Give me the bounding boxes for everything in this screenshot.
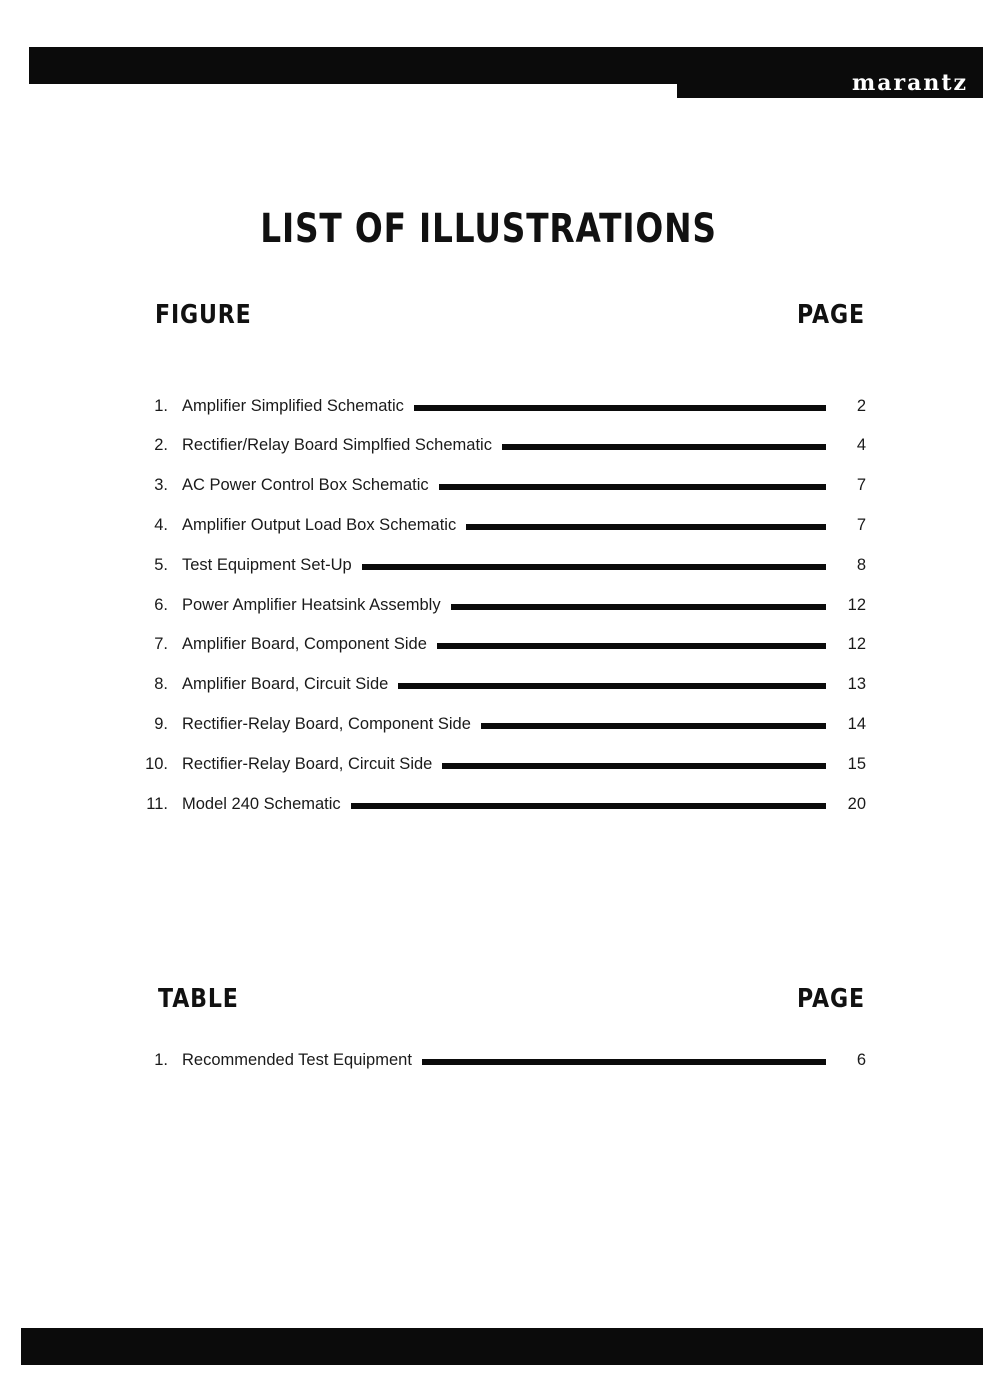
item-number: 2. — [154, 436, 168, 455]
item-title: AC Power Control Box Schematic — [182, 476, 429, 495]
item-page-number: 13 — [847, 675, 866, 694]
item-page-number: 15 — [847, 754, 866, 773]
list-item — [140, 474, 866, 498]
item-page-number: 12 — [847, 635, 866, 654]
item-number: 4. — [154, 515, 168, 534]
item-number: 9. — [154, 714, 168, 733]
item-number: 1. — [154, 1050, 168, 1069]
item-number: 11. — [146, 794, 168, 813]
item-title: Amplifier Board, Circuit Side — [182, 675, 389, 694]
item-title: Test Equipment Set-Up — [182, 555, 352, 574]
item-number: 10. — [145, 754, 168, 773]
table-page-column-heading: PAGE — [797, 984, 865, 1014]
leader-line — [437, 643, 826, 649]
item-page-number: 14 — [847, 714, 866, 733]
leader-line — [466, 524, 826, 530]
item-title: Recommended Test Equipment — [182, 1050, 412, 1069]
list-item — [140, 752, 866, 776]
item-page-number: 2 — [856, 396, 866, 415]
item-title: Rectifier/Relay Board Simplfied Schematic — [182, 436, 492, 455]
figure-column-heading: FIGURE — [155, 300, 252, 330]
list-item — [140, 1048, 866, 1072]
brand-logo: marantz — [851, 70, 968, 96]
item-page-number: 20 — [847, 794, 866, 813]
list-item — [140, 673, 866, 697]
item-page-number: 7 — [856, 476, 866, 495]
leader-line — [502, 444, 826, 450]
list-item — [140, 553, 866, 577]
item-title: Rectifier-Relay Board, Circuit Side — [182, 754, 433, 773]
item-number: 8. — [154, 675, 168, 694]
figure-page-column-heading: PAGE — [797, 300, 865, 330]
list-item — [140, 712, 866, 736]
leader-line — [439, 484, 826, 490]
list-item — [140, 633, 866, 657]
item-page-number: 12 — [847, 595, 866, 614]
list-item — [140, 394, 866, 418]
leader-line — [481, 723, 826, 729]
leader-line — [351, 803, 826, 809]
item-title: Amplifier Simplified Schematic — [182, 396, 404, 415]
footer-bar — [21, 1328, 983, 1365]
item-title: Model 240 Schematic — [182, 794, 341, 813]
leader-line — [362, 564, 826, 570]
list-item — [140, 513, 866, 537]
item-number: 7. — [154, 635, 168, 654]
item-page-number: 6 — [856, 1050, 866, 1069]
item-title: Amplifier Board, Component Side — [182, 635, 427, 654]
leader-line — [398, 683, 826, 689]
item-title: Power Amplifier Heatsink Assembly — [182, 595, 441, 614]
item-page-number: 4 — [856, 436, 866, 455]
item-number: 3. — [154, 476, 168, 495]
table-column-heading: TABLE — [158, 984, 239, 1014]
leader-line — [451, 604, 826, 610]
item-page-number: 8 — [856, 555, 866, 574]
list-item — [140, 434, 866, 458]
item-number: 6. — [154, 595, 168, 614]
leader-line — [442, 763, 826, 769]
item-page-number: 7 — [856, 515, 866, 534]
leader-line — [422, 1059, 826, 1065]
list-item — [140, 593, 866, 617]
item-title: Rectifier-Relay Board, Component Side — [182, 714, 471, 733]
item-number: 5. — [154, 555, 168, 574]
item-number: 1. — [154, 396, 168, 415]
item-title: Amplifier Output Load Box Schematic — [182, 515, 457, 534]
list-item — [140, 792, 866, 816]
page-title: LIST OF ILLUSTRATIONS — [260, 206, 717, 252]
leader-line — [414, 405, 826, 411]
